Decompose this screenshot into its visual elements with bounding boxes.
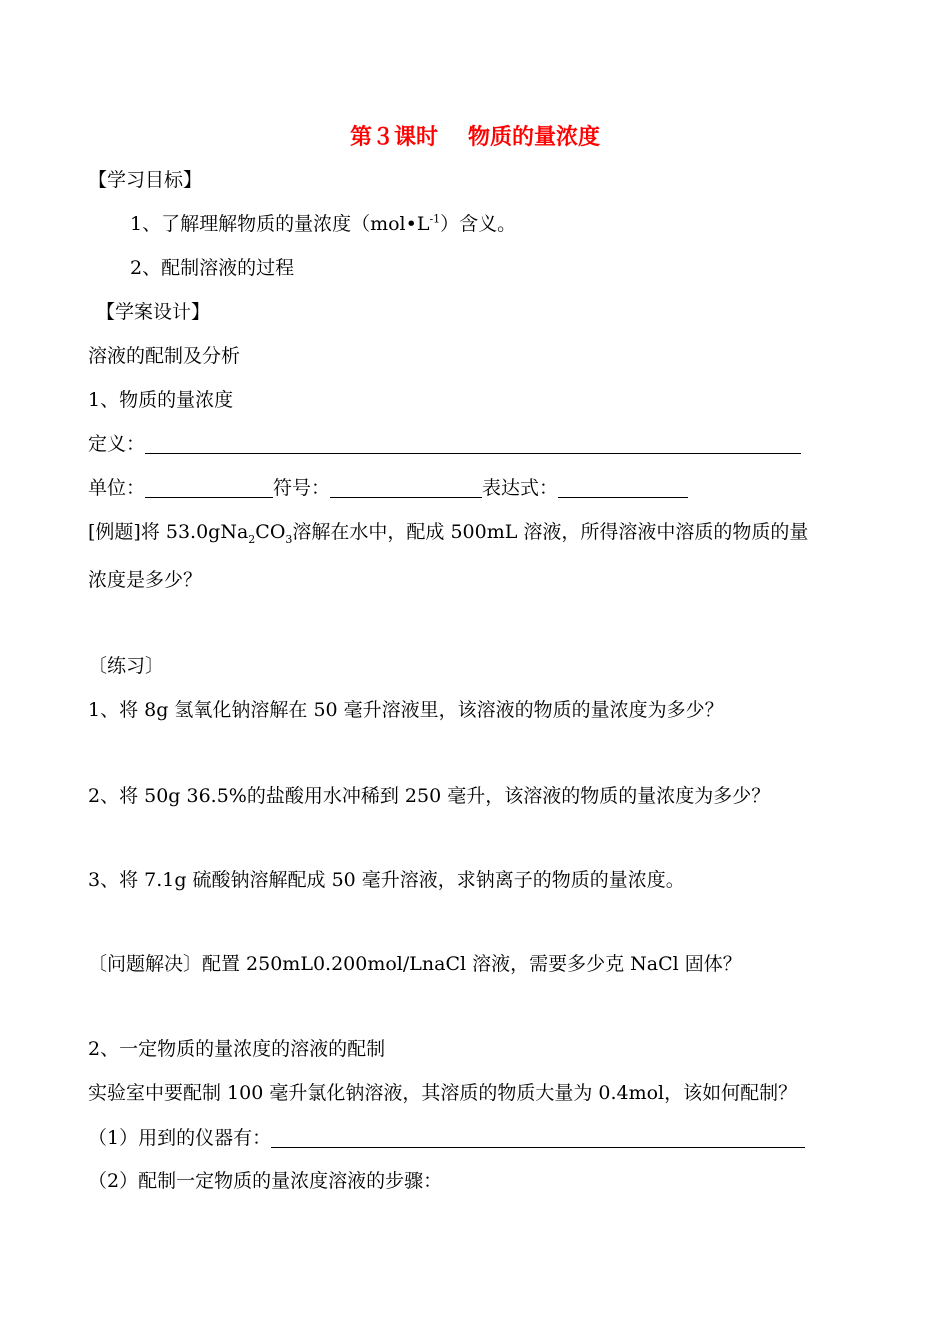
symbol-label: 符号： <box>273 477 331 499</box>
definition-row <box>88 432 801 456</box>
unit-blank[interactable] <box>145 477 273 498</box>
example-problem-line2: 浓度是多少？ <box>88 569 203 591</box>
objective-item-1: 1、了解理解物质的量浓度$(mol•L^{-1})$含义。 <box>130 212 517 235</box>
expression-blank[interactable] <box>558 477 688 498</box>
objectives-header: 【学习目标】 <box>88 169 203 191</box>
definition-blank[interactable] <box>145 433 801 454</box>
section-2-intro: 实验室中要配制 100 毫升氯化钠溶液，其溶质的物质大量为 0.4mol，该如何配制？ <box>88 1082 798 1104</box>
symbol-blank[interactable] <box>330 477 482 498</box>
instruments-label: （1）用到的仪器有： <box>88 1127 272 1149</box>
practice-question-1: 1、将 8g 氢氧化钠溶解在 50 毫升溶液里，该溶液的物质的量浓度为多少？ <box>88 699 724 721</box>
expression-label: 表达式： <box>482 477 559 499</box>
section-subtitle: 溶液的配制及分析 <box>88 345 241 367</box>
section-2-heading: 2、一定物质的量浓度的溶液的配制 <box>88 1038 386 1060</box>
design-header: 【学案设计】 <box>96 301 211 323</box>
unit-label: 单位： <box>88 477 146 499</box>
unit-row <box>88 476 688 500</box>
instruments-row <box>88 1126 805 1150</box>
section-1-heading: 1、物质的量浓度 <box>88 389 234 411</box>
definition-label: 定义： <box>88 433 146 455</box>
objective-item-2: 2、配制溶液的过程 <box>130 257 295 279</box>
instruments-blank[interactable] <box>271 1127 805 1148</box>
practice-question-3: 3、将 7.1g 硫酸钠溶解配成 50 毫升溶液，求钠离子的物质的量浓度。 <box>88 869 685 891</box>
lesson-topic: 物质的量浓度 <box>468 125 601 150</box>
lesson-number: 第３课时 <box>349 125 438 150</box>
example-problem-line1: [例题]将 $53.0gNa_2CO_3$溶解在水中，配成 500mL 溶液，所得溶液中溶质的物质的量 <box>88 521 809 546</box>
problem-solving: 〔问题解决〕配置 250mL0.200mol/LnaCl 溶液，需要多少克 NaCl 固体？ <box>88 953 742 975</box>
practice-question-2: 2、将 50g 36.5%的盐酸用水冲稀到 250 毫升，该溶液的物质的量浓度为多少？ <box>88 785 771 807</box>
steps-question: （2）配制一定物质的量浓度溶液的步骤： <box>88 1170 443 1192</box>
page-title <box>0 124 950 152</box>
practice-header: 〔练习〕 <box>88 655 165 677</box>
